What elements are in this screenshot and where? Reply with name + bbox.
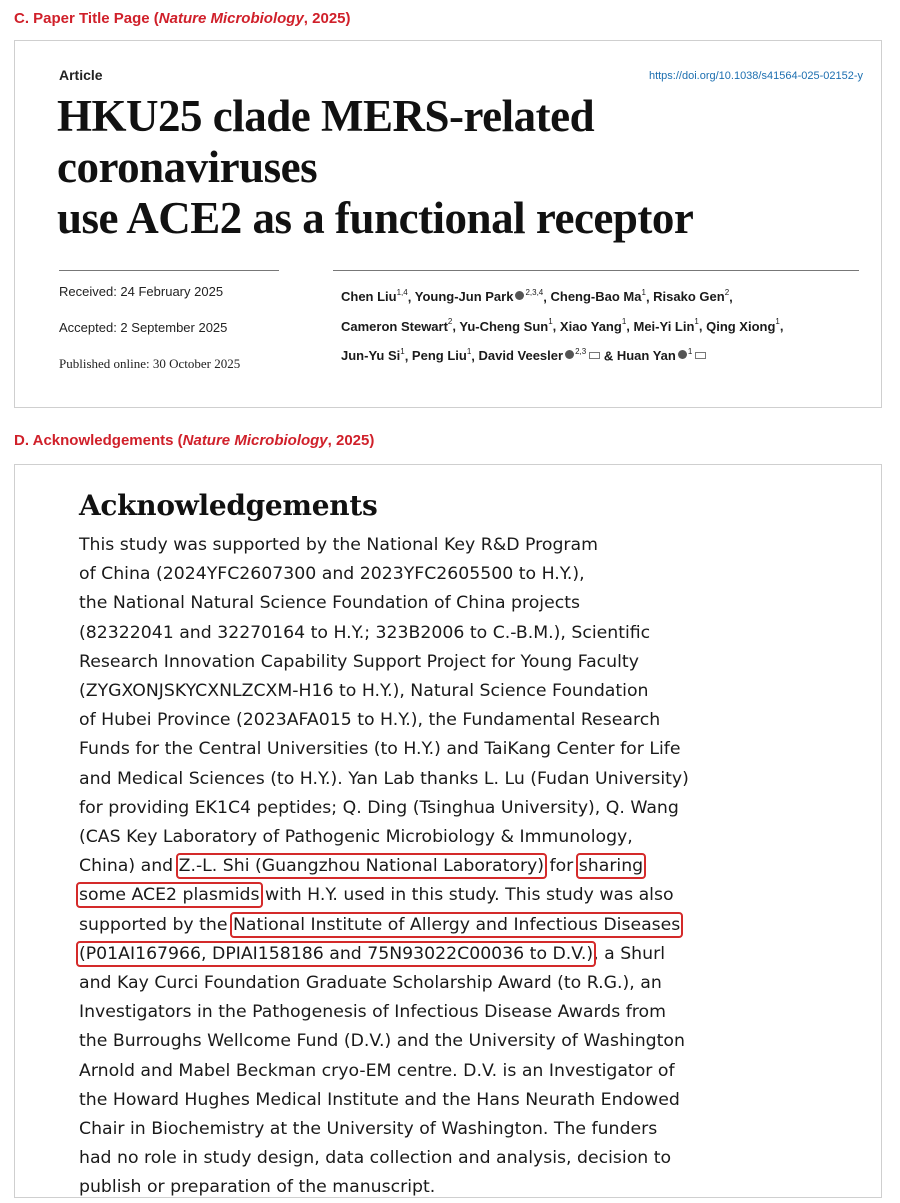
ack-line: some ACE2 plasmids with H.Y. used in this study. This study was also [79, 885, 674, 906]
published-date: Published online: 30 October 2025 [59, 356, 241, 371]
ack-line: and Kay Curci Foundation Graduate Scholarship Award (to R.G.), an [79, 973, 662, 994]
section-c-label-suffix: , 2025) [303, 10, 351, 27]
author[interactable]: Mei-Yi Lin$^1$ [633, 317, 699, 334]
author[interactable]: Cheng-Bao Ma$^1$ [550, 288, 646, 305]
author[interactable]: Huan Yan $^1$ [617, 348, 706, 363]
author[interactable]: Cameron Stewart$^2$ [341, 317, 453, 334]
section-c-label [14, 10, 351, 27]
ack-line: China) and Z.-L. Shi (Guangzhou National Laboratory) for sharing [79, 856, 644, 877]
divider-right [333, 270, 859, 271]
received-date: Received: 24 February 2025 [59, 284, 224, 299]
paper-title-line-2: use ACE2 as a functional receptor [57, 193, 694, 243]
author[interactable]: Risako Gen$^2$ [653, 288, 730, 305]
highlight-box-plasmids: some ACE2 plasmids [79, 885, 260, 906]
highlight-box-sharing: sharing [578, 856, 644, 877]
highlight-box-grants: (P01AI167966, DPIAI158186 and 75N93022C00036 to D.V.) [79, 943, 594, 964]
acknowledgements-panel [14, 464, 882, 1198]
ack-line: of Hubei Province (2023AFA015 to H.Y.), the Fundamental Research [79, 710, 661, 731]
highlight-box-niaid: National Institute of Allergy and Infectious Diseases [233, 914, 681, 935]
highlight-box-shi-lab: Z.-L. Shi (Guangzhou National Laboratory) [178, 856, 545, 877]
author[interactable]: Jun-Yu Si$^1$ [341, 346, 405, 363]
ack-line: and Medical Sciences (to H.Y.). Yan Lab thanks L. Lu (Fudan University) [79, 768, 689, 789]
ack-line: Arnold and Mabel Beckman cryo-EM centre. D.V. is an Investigator of [79, 1060, 675, 1081]
ack-line: (P01AI167966, DPIAI158186 and 75N93022C00036 to D.V.), a Shurl [79, 943, 665, 964]
ack-line: Funds for the Central Universities (to H.Y.) and TaiKang Center for Life [79, 739, 681, 760]
article-dates [59, 283, 319, 391]
ack-line: Research Innovation Capability Support Project for Young Faculty [79, 651, 639, 672]
ack-line: Chair in Biochemistry at the University of Washington. The funders [79, 1119, 658, 1140]
author[interactable]: Yu-Cheng Sun$^1$ [459, 317, 553, 334]
acknowledgements-heading: Acknowledgements [79, 489, 378, 522]
ack-line: publish or preparation of the manuscript. [79, 1177, 436, 1198]
section-c-label-prefix: C. Paper Title Page ( [14, 10, 159, 27]
mail-icon[interactable] [695, 352, 706, 359]
ack-line: had no role in study design, data collection and analysis, decision to [79, 1148, 672, 1169]
section-d-journal: Nature Microbiology [182, 432, 328, 449]
section-d-label-prefix: D. Acknowledgements ( [14, 432, 183, 449]
ack-line: the National Natural Science Foundation of China projects [79, 593, 581, 614]
ack-line: (ZYGXONJSKYCXNLZCXM-H16 to H.Y.), Natural Science Foundation [79, 681, 649, 702]
divider-left [59, 270, 279, 271]
ack-line: This study was supported by the National Key R&D Program [79, 535, 598, 555]
author[interactable]: Young-Jun Park $^{2,3,4}$ [414, 288, 544, 305]
accepted-date: Accepted: 2 September 2025 [59, 320, 228, 335]
mail-icon[interactable] [589, 352, 600, 359]
author[interactable]: David Veesler $^{2,3}$ [479, 348, 601, 363]
author[interactable]: Qing Xiong$^1$ [706, 317, 780, 334]
ack-line: for providing EK1C4 peptides; Q. Ding (Tsinghua University), Q. Wang [79, 797, 679, 818]
author-joiner: & [603, 347, 614, 363]
paper-title [57, 91, 847, 244]
section-d-label-suffix: , 2025) [327, 432, 375, 449]
author-list: Chen Liu$^{1,4}$, Young-Jun Park $^{2,3,4}$, Cheng-Bao Ma$^1$, Risako Gen$^2$, Cameron Stewart$^2$, Yu-Cheng Sun$^1$, Xiao Yang$^1$, Mei-Yi Lin$^1$, Qing Xiong$^1$, Jun-Yu Si$^1$, Peng Liu$^1$, David Veesler $^{2,3}$ & Huan Yan $^1$ [341, 288, 784, 363]
paper-title-line-1: HKU25 clade MERS-related coronaviruses [57, 91, 595, 192]
orcid-icon[interactable] [565, 350, 574, 359]
doi-link[interactable]: https://doi.org/10.1038/s41564-025-02152-y [648, 70, 863, 82]
ack-line: the Burroughs Wellcome Fund (D.V.) and the University of Washington [79, 1031, 685, 1052]
acknowledgements-text [79, 531, 869, 1203]
orcid-icon[interactable] [678, 350, 687, 359]
ack-line: Investigators in the Pathogenesis of Infectious Disease Awards from [79, 1002, 666, 1023]
author[interactable]: Xiao Yang$^1$ [559, 317, 627, 334]
ack-line: (82322041 and 32270164 to H.Y.; 323B2006 to C.-B.M.), Scientific [79, 622, 651, 643]
orcid-icon[interactable] [515, 291, 524, 300]
ack-line: the Howard Hughes Medical Institute and the Hans Neurath Endowed [79, 1089, 680, 1110]
ack-line: supported by the National Institute of Allergy and Infectious Diseases [79, 914, 681, 935]
ack-line: of China (2024YFC2607300 and 2023YFC2605500 to H.Y.), [79, 564, 585, 585]
author[interactable]: Chen Liu$^{1,4}$ [341, 288, 408, 305]
article-type: Article [59, 67, 103, 83]
section-c-journal: Nature Microbiology [158, 10, 304, 27]
ack-line: (CAS Key Laboratory of Pathogenic Microbiology & Immunology, [79, 827, 633, 848]
section-d-label [14, 432, 374, 449]
title-page-panel [14, 40, 882, 408]
author[interactable]: Peng Liu$^1$ [411, 346, 472, 363]
